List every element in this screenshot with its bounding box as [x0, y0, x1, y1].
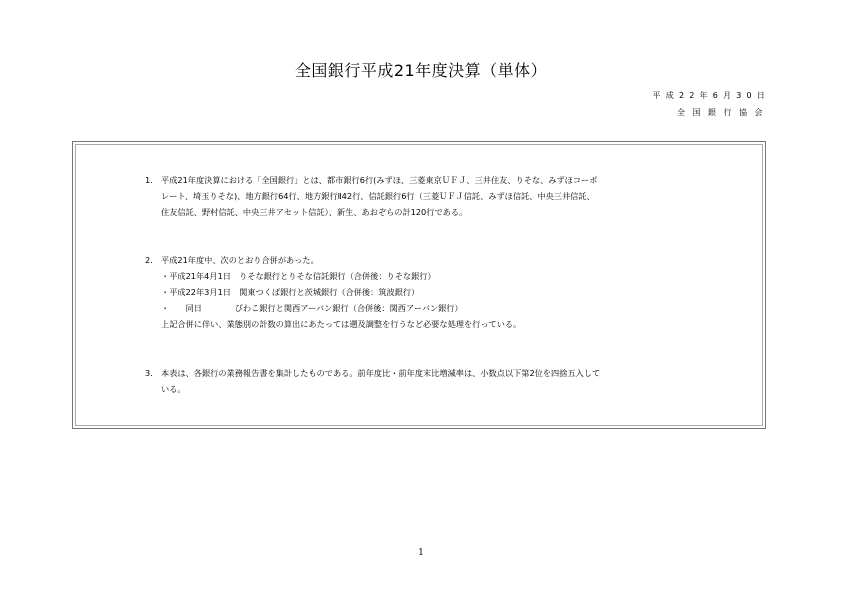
note-1-line-3: 住友信託、野村信託、中央三井アセット信託）、新生、あおぞらの計120行である。	[161, 207, 468, 217]
note-3-line-1: 3. 本表は、各銀行の業務報告書を集計したものである。前年度比・前年度末比増減率は、小数点以下第2位を四捨五入して	[145, 368, 601, 378]
note-1-number: 1.	[145, 175, 153, 185]
note-2-line-1: 2. 平成21年度中、次のとおり合併があった。	[145, 255, 319, 265]
note-2-line-3: ・平成22年3月1日 関東つくば銀行と茨城銀行（合併後：筑波銀行）	[161, 287, 420, 297]
note-3-line-2: いる。	[161, 384, 186, 394]
note-2-line-2: ・平成21年4月1日 りそな銀行とりそな信託銀行（合併後：りそな銀行）	[161, 271, 436, 281]
issuing-organization: 全国銀行協会	[677, 108, 770, 117]
page-number: 1	[418, 548, 424, 558]
note-1-line-2: レート、埼玉りそな)、地方銀行64行、地方銀行Ⅱ42行、信託銀行6行（三菱ＵＦＪ信託、みずほ信託、中央三井信託、	[161, 191, 595, 201]
note-2-line-4: ・ 同日 びわこ銀行と関西アーバン銀行（合併後：関西アーバン銀行）	[161, 303, 463, 313]
note-1-line-1: 1. 平成21年度決算における「全国銀行」とは、都市銀行6行(みずほ、三菱東京ＵＦＪ、三井住友、りそな、みずほコーポ	[145, 175, 598, 185]
page-title: 全国銀行平成21年度決算（単体）	[294, 61, 548, 80]
document-date: 平成22年6月30日	[652, 91, 770, 100]
note-2-number: 2.	[145, 255, 153, 265]
note-3-number: 3.	[145, 368, 153, 378]
note-2-line-5: 上記合併に伴い、業態別の計数の算出にあたっては遡及調整を行うなど必要な処理を行っている。	[161, 319, 522, 329]
